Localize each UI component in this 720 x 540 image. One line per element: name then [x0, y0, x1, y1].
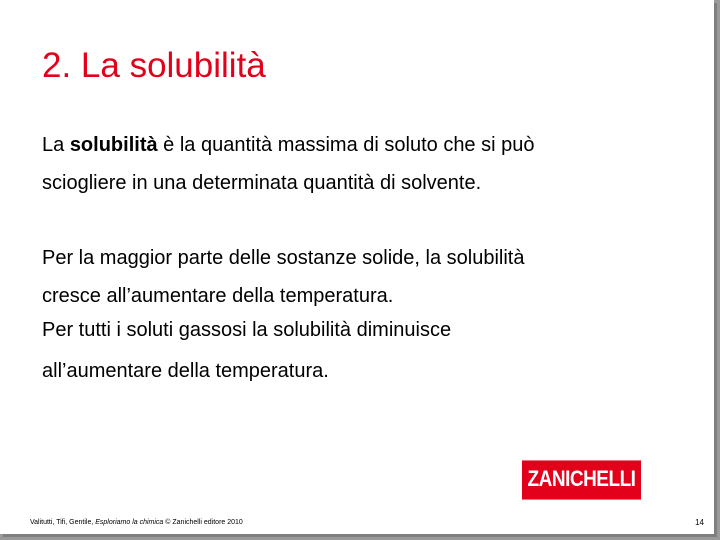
- footer-book-title: Esploriamo la chimica: [95, 519, 164, 526]
- gases-line-1: Per tutti i soluti gassosi la solubilità diminuisce: [42, 319, 452, 341]
- footer-authors: Valitutti, Tifi, Gentile,: [30, 519, 96, 526]
- solids-line-2: cresce all’aumentare della temperatura.: [42, 285, 394, 307]
- definition-line-2: sciogliere in una determinata quantità di solvente.: [42, 172, 482, 194]
- definition-prefix: La: [42, 134, 70, 156]
- solids-line-1: Per la maggior parte delle sostanze solide, la solubilità: [42, 247, 525, 269]
- gases-line-2: all’aumentare della temperatura.: [42, 360, 329, 382]
- definition-line-1: [42, 134, 534, 157]
- footer-credit: [30, 519, 243, 526]
- slide-title: 2. La solubilità: [42, 46, 266, 85]
- keyword-solubility: solubilità: [69, 134, 158, 156]
- page-number: 14: [695, 518, 704, 527]
- footer-publisher: © Zanichelli editore 2010: [163, 519, 243, 526]
- definition-rest: è la quantità massima di soluto che si può: [157, 134, 535, 156]
- zanichelli-logo: ZANICHELLI: [522, 460, 641, 499]
